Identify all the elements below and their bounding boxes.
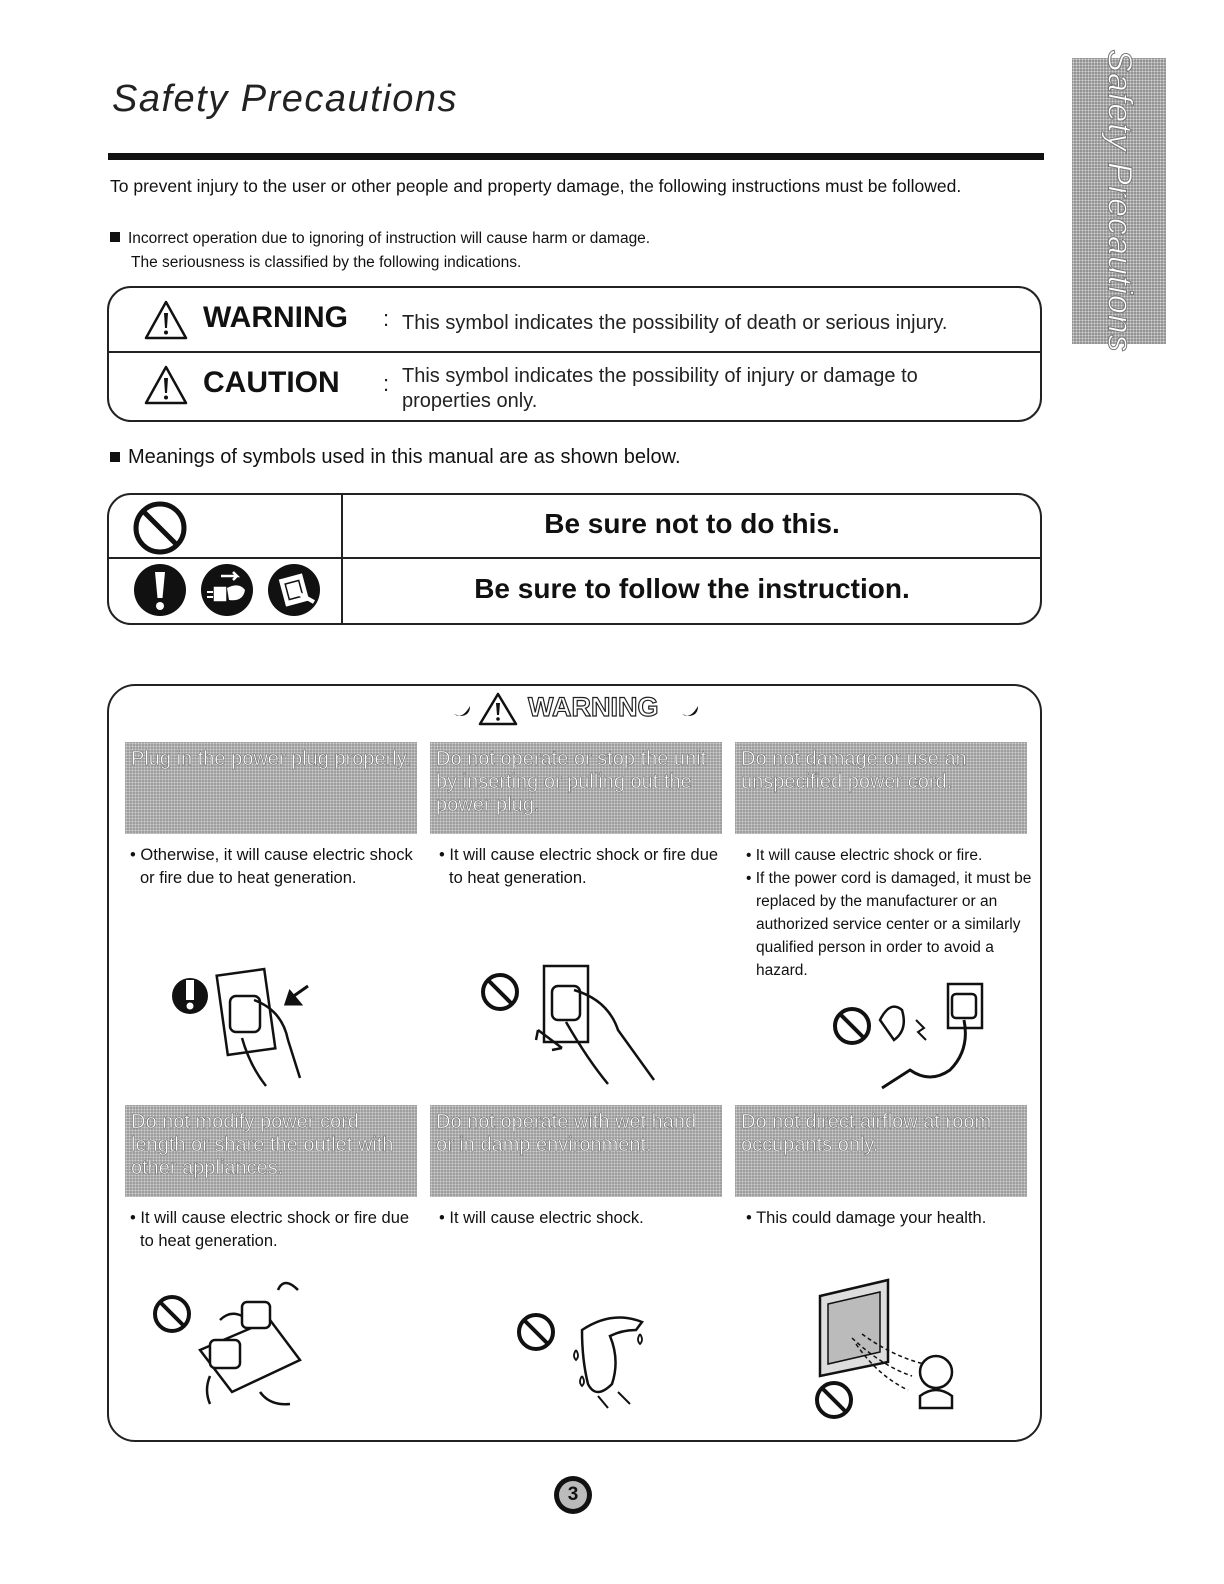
warning-section-heading: WARNING xyxy=(528,692,659,722)
swirl-decoration-icon xyxy=(680,700,702,720)
card-4-text xyxy=(128,1207,418,1253)
intro-bullet-text: Incorrect operation due to ignoring of instruction will cause harm or damage. xyxy=(128,230,651,247)
card-6-text xyxy=(744,1207,1034,1230)
symbols-intro-text: Meanings of symbols used in this manual are as shown below. xyxy=(128,446,681,468)
warning-triangle-icon xyxy=(478,692,518,726)
title-rule xyxy=(108,153,1044,160)
warning-triangle-icon xyxy=(144,300,188,340)
caution-triangle-icon xyxy=(144,365,188,405)
card-5-text xyxy=(437,1207,727,1230)
card-6-line: • This could damage your health. xyxy=(746,1209,987,1227)
wet-hand-illustration-icon xyxy=(512,1300,682,1410)
card-2-line: • It will cause electric shock or fire due to heat generation. xyxy=(439,846,719,887)
side-tab xyxy=(1072,49,1166,353)
caution-colon: : xyxy=(383,371,390,396)
unplug-icon xyxy=(199,562,255,618)
card-6-header: Do not direct airflow at room occupants only. xyxy=(735,1105,1027,1197)
warning-description: This symbol indicates the possibility of death or serious injury. xyxy=(402,312,948,334)
symbol-table-divider xyxy=(107,557,1042,559)
page-number: 3 xyxy=(559,1481,587,1509)
card-3-line: • If the power cord is damaged, it must be replaced by the manufacturer or an authorized service center or a similarly qualified person in order to avoid a hazard. xyxy=(746,870,1032,979)
intro-text: To prevent injury to the user or other people and property damage, the following instructions must be followed. xyxy=(110,176,962,196)
page-title: Safety Precautions xyxy=(112,78,458,120)
plug-in-illustration-icon xyxy=(170,960,330,1090)
intro-bullet xyxy=(110,227,650,250)
card-4-line: • It will cause electric shock or fire due to heat generation. xyxy=(130,1209,410,1250)
symbols-intro xyxy=(110,446,681,469)
card-3-header: Do not damage or use an unspecified power cord. xyxy=(735,742,1027,834)
legend-divider xyxy=(107,351,1042,353)
square-bullet-icon xyxy=(110,232,120,242)
ground-icon xyxy=(266,562,322,618)
card-3-text xyxy=(744,844,1034,982)
intro-bullet-continuation: The seriousness is classified by the following indications. xyxy=(131,254,522,271)
square-bullet-icon xyxy=(110,452,120,462)
swirl-decoration-icon xyxy=(452,700,474,720)
card-2-text xyxy=(437,844,727,890)
side-tab-label: Safety Precautions xyxy=(1100,49,1139,353)
card-1-line: • Otherwise, it will cause electric shock or fire due to heat generation. xyxy=(130,846,413,887)
mandatory-icon xyxy=(132,562,188,618)
card-5-line: • It will cause electric shock. xyxy=(439,1209,644,1227)
warning-label: WARNING xyxy=(203,301,348,334)
warning-colon: : xyxy=(383,306,390,331)
prohibition-icon xyxy=(132,500,188,556)
page-number-badge xyxy=(554,1476,592,1514)
card-4-header: Do not modify power cord length or share the outlet with other appliances. xyxy=(125,1105,417,1197)
card-2-header: Do not operate or stop the unit by inserting or pulling out the power plug. xyxy=(430,742,722,834)
airflow-occupant-illustration-icon xyxy=(812,1276,972,1426)
card-1-text xyxy=(128,844,418,890)
prohibit-meaning: Be sure not to do this. xyxy=(544,508,840,539)
follow-meaning: Be sure to follow the instruction. xyxy=(474,573,910,604)
caution-description-2: properties only. xyxy=(402,390,538,412)
damaged-cord-illustration-icon xyxy=(830,980,990,1090)
card-3-line: • It will cause electric shock or fire. xyxy=(746,847,983,864)
card-5-header: Do not operate with wet hand or in damp environment. xyxy=(430,1105,722,1197)
card-1-header: Plug in the power plug properly. xyxy=(125,742,417,834)
shared-outlet-illustration-icon xyxy=(150,1280,310,1410)
caution-description-1: This symbol indicates the possibility of injury or damage to xyxy=(402,365,918,387)
unplug-while-running-illustration-icon xyxy=(478,960,668,1090)
caution-label: CAUTION xyxy=(203,366,340,399)
